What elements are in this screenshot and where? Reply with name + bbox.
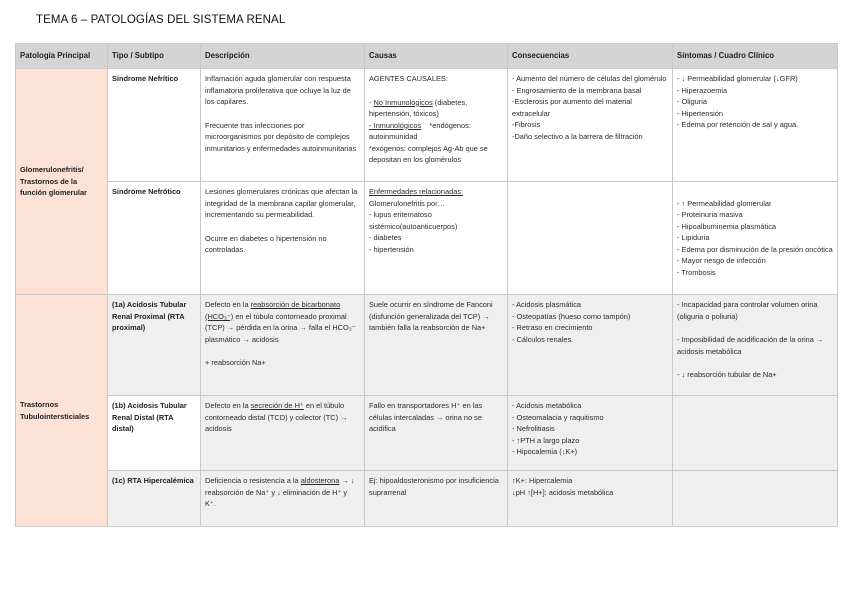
desc-text: + reabsorción Na+ bbox=[205, 358, 266, 368]
causas-rta1b: Fallo en transportadores H⁺ en las células intercaladas → orina no se acidifica bbox=[365, 396, 508, 471]
sintomas-rta1c bbox=[673, 471, 838, 527]
list-item: -Fibrosis bbox=[512, 120, 541, 130]
list-item: - Mayor riesgo de infección bbox=[677, 256, 766, 266]
causas-title: Enfermedades relacionadas: bbox=[369, 187, 464, 196]
list-item: - Trombosis bbox=[677, 267, 716, 277]
consecuencias-rta1b bbox=[508, 396, 673, 471]
desc-post: → ↓ reabsorción de Na⁺ y ↓ eliminación de H⁺ y K⁺. bbox=[205, 476, 355, 509]
consecuencias-nefritico bbox=[508, 69, 673, 182]
list-item: - Acidosis metabólica bbox=[512, 401, 582, 410]
desc-rta1a bbox=[201, 295, 365, 396]
list-item: - Hipoalbuminemia plasmática bbox=[677, 221, 776, 231]
list-item: - Engrosamiento de la membrana basal bbox=[512, 85, 642, 95]
list-item: - Osteomalacia y raquitismo bbox=[512, 412, 604, 422]
desc-nefritico bbox=[201, 69, 365, 182]
desc-post: en el túbulo contorneado distal (TCD) y colector (TC) → acidosis bbox=[205, 401, 348, 434]
desc-text: Lesiones glomerulares crónicas que afectan la integridad de la membrana capilar glomerular, incrementando su permeabilidad. bbox=[205, 187, 358, 220]
header-descripcion: Descripción bbox=[201, 44, 365, 69]
list-item: - ↑ Permeabilidad glomerular bbox=[677, 198, 772, 208]
list-item: - Retraso en crecimiento bbox=[512, 323, 593, 333]
desc-underlined: reabsorción de bicarbonato (HCO₃⁻) bbox=[205, 300, 341, 321]
list-item: - Osteopatías (hueso como tampón) bbox=[512, 311, 631, 321]
desc-rta1c bbox=[201, 471, 365, 527]
causas-rta1c: Ej: hipoaldosteronismo por insuficiencia suprarrenal bbox=[365, 471, 508, 527]
group-glomerular: Glomerulonefritis/ Trastornos de la función glomerular bbox=[16, 69, 108, 295]
list-item: Glomerulonefritis por… bbox=[369, 198, 445, 208]
list-item: - Acidosis plasmática bbox=[512, 300, 582, 309]
consecuencias-rta1a bbox=[508, 295, 673, 396]
list-item: - lupus eritematoso sistémico(autoanticuerpos) bbox=[369, 210, 458, 231]
list-item: -Esclerosis por aumento del material extracelular bbox=[512, 97, 632, 118]
desc-pre: Defecto en la bbox=[205, 401, 251, 410]
list-item: - ↑PTH a largo plazo bbox=[512, 435, 580, 445]
table-row bbox=[16, 69, 838, 182]
sintomas-nefrotico bbox=[673, 182, 838, 295]
table-row bbox=[16, 182, 838, 295]
list-item: ↓pH ↑[H+]: acidosis metabólica bbox=[512, 487, 614, 497]
list-item: - Hipertensión bbox=[677, 108, 724, 118]
desc-text bbox=[205, 299, 360, 345]
list-item: - Incapacidad para controlar volumen orina (oliguria o poliuria) bbox=[677, 300, 818, 321]
header-patologia: Patología Principal bbox=[16, 44, 108, 69]
tipo-rta1b: (1b) Acidosis Tubular Renal Distal (RTA distal) bbox=[108, 396, 201, 471]
list-item: - hipertensión bbox=[369, 244, 414, 254]
causas-exo: *exógenos: complejos Ag-Ab que se depositan en los glomérulos bbox=[369, 143, 488, 165]
pathology-table bbox=[15, 43, 838, 527]
sintomas-nefritico bbox=[673, 69, 838, 182]
desc-underlined: aldosterona bbox=[300, 476, 340, 485]
list-item: - Edema por retención de sal y agua. bbox=[677, 120, 799, 130]
causas-inmuno-label: - Inmunológicos bbox=[369, 120, 422, 130]
list-item: - Edema por disminución de la presión oncótica bbox=[677, 244, 833, 254]
desc-text: Inflamación aguda glomerular con respuesta inflamatoria proliferativa que ocluye la luz de los capilares. bbox=[205, 74, 351, 107]
causas-nefritico bbox=[365, 69, 508, 182]
sintomas-tubular bbox=[673, 295, 838, 396]
list-item: - Aumento del número de células del glomérulo bbox=[512, 74, 667, 83]
causas-no-inmuno-label: No Inmunológicos bbox=[373, 97, 433, 107]
list-item: - ↓ reabsorción tubular de Na+ bbox=[677, 370, 777, 380]
desc-text: Ocurre en diabetes o hipertensión no controladas. bbox=[205, 233, 327, 255]
tipo-rta1a: (1a) Acidosis Tubular Renal Proximal (RTA proximal) bbox=[108, 295, 201, 396]
causas-inmuno-rest: *endógenos: autoinmunidad bbox=[369, 120, 471, 142]
desc-underlined: secreción de H⁺ bbox=[250, 401, 304, 410]
list-item: - Hiperazoemia bbox=[677, 85, 728, 95]
consecuencias-nefrotico bbox=[508, 182, 673, 295]
causas-rta1a: Suele ocurrir en síndrome de Fanconi (disfunción generalizada del TCP) → también falla la reabsorción de Na+ bbox=[365, 295, 508, 396]
table-row bbox=[16, 396, 838, 471]
desc-pre: Deficiencia o resistencia a la bbox=[205, 476, 301, 485]
list-item: ↑K+: Hipercalemia bbox=[512, 476, 573, 485]
desc-pre: Defecto en la bbox=[205, 300, 251, 309]
desc-nefrotico bbox=[201, 182, 365, 295]
list-item: - Nefrolitiasis bbox=[512, 424, 555, 434]
header-sintomas: Síntomas / Cuadro Clínico bbox=[673, 44, 838, 69]
causas-inmuno bbox=[369, 120, 503, 143]
tipo-nefritico: Síndrome Nefrítico bbox=[108, 69, 201, 182]
header-tipo: Tipo / Subtipo bbox=[108, 44, 201, 69]
page-title: TEMA 6 – PATOLOGÍAS DEL SISTEMA RENAL bbox=[36, 14, 286, 26]
header-row bbox=[16, 44, 838, 69]
header-consecuencias: Consecuencias bbox=[508, 44, 673, 69]
causas-nefrotico bbox=[365, 182, 508, 295]
consecuencias-rta1c bbox=[508, 471, 673, 527]
causas-no-inmuno-rest: (diabetes, hipertensión, tóxicos) bbox=[369, 97, 468, 119]
list-item: - Hipocalemia (↓K+) bbox=[512, 447, 578, 457]
desc-rta1b bbox=[201, 396, 365, 471]
desc-post: en el túbulo contorneado proximal (TCP) → pérdida en la orina → falla el HCO₃⁻ plasmático → acidosis bbox=[205, 311, 356, 344]
table-row bbox=[16, 295, 838, 396]
tipo-rta1c: (1c) RTA Hipercalémica bbox=[108, 471, 201, 527]
causas-title: AGENTES CAUSALES: bbox=[369, 74, 448, 83]
sintomas-rta1b bbox=[673, 396, 838, 471]
causas-no-inmuno: - No Inmunológicos (diabetes, hipertensión, tóxicos) bbox=[369, 97, 468, 119]
header-causas: Causas bbox=[365, 44, 508, 69]
list-item: - ↓ Permeabilidad glomerular (↓GFR) bbox=[677, 74, 798, 83]
list-item: - Oliguria bbox=[677, 97, 707, 107]
tipo-nefrotico: Síndrome Nefrótico bbox=[108, 182, 201, 295]
list-item: -Daño selectivo a la barrera de filtración bbox=[512, 131, 643, 141]
list-item: - Imposibilidad de acidificación de la orina → acidosis metabólica bbox=[677, 335, 824, 356]
desc-text: Frecuente tras infecciones por microorganismos por depósito de complejos inmunitarios y enfermedades autoinmunitarias bbox=[205, 120, 357, 153]
list-item: - Proteinuria masiva bbox=[677, 210, 743, 220]
list-item: - diabetes bbox=[369, 233, 402, 243]
table-row bbox=[16, 471, 838, 527]
group-tubular: Trastornos Tubulointersticiales bbox=[16, 295, 108, 527]
list-item: - Lipiduria bbox=[677, 233, 710, 243]
list-item: - Cálculos renales. bbox=[512, 334, 574, 344]
